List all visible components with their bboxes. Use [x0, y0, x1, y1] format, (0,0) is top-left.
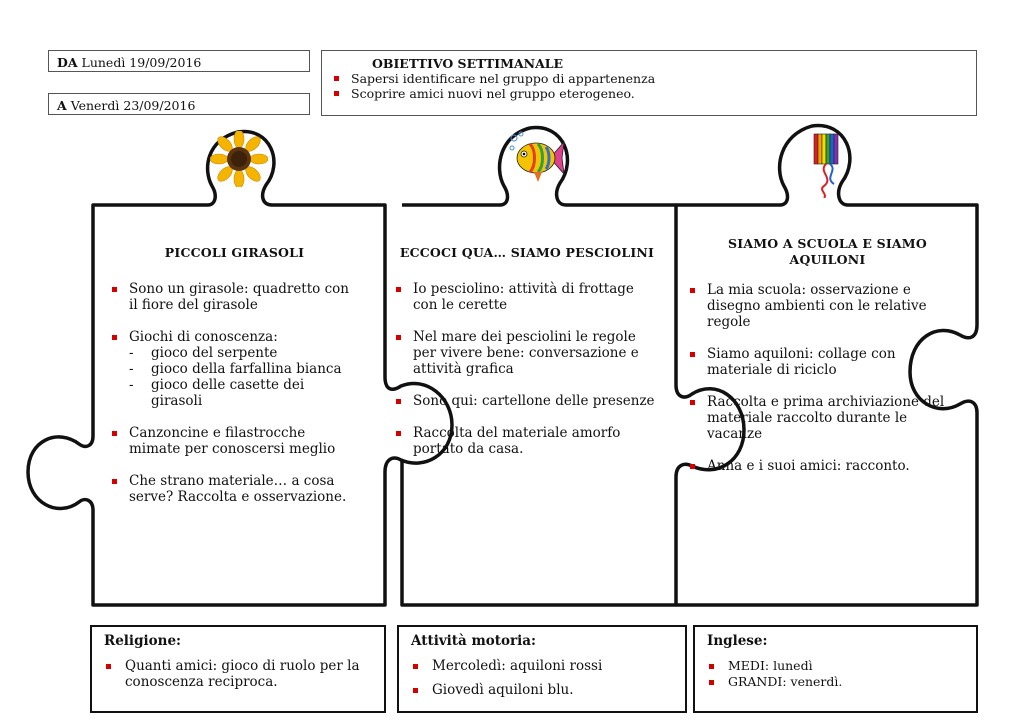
objective-item: Sapersi identificare nel gruppo di appartenenza — [332, 71, 966, 86]
piece-item: Giochi di conoscenza: - gioco del serpente - gioco della farfallina bianca - gioco delle casette dei girasoli — [112, 329, 357, 409]
kite-icon — [810, 132, 844, 198]
piece-title: PICCOLI GIRASOLI — [164, 245, 305, 260]
bullet-icon — [413, 664, 418, 669]
bullet-icon — [112, 431, 117, 436]
piece-item: Sono un girasole: quadretto con il fiore del girasole — [112, 281, 357, 313]
piece-item: Nel mare dei pesciolini le regole per vivere bene: conversazione e attività grafica — [396, 329, 658, 377]
bullet-icon — [396, 287, 401, 292]
piece-item: Raccolta e prima archiviazione del materiale raccolto durante le vacanze — [690, 394, 965, 442]
piece-item: Io pesciolino: attività di frottage con le cerette — [396, 281, 658, 313]
piece-item: Anna e i suoi amici: racconto. — [690, 458, 965, 474]
date-from-value: Lunedì 19/09/2016 — [81, 55, 202, 70]
sub-item: - gioco della farfallina bianca — [129, 361, 342, 377]
sub-item: - gioco del serpente — [129, 345, 278, 361]
box-title: Religione: — [104, 633, 182, 649]
bullet-icon — [690, 464, 695, 469]
piece-item: Che strano materiale… a cosa serve? Raccolta e osservazione. — [112, 473, 357, 505]
sub-list — [129, 345, 357, 409]
religione-box — [90, 625, 386, 713]
bullet-icon — [106, 664, 111, 669]
box-item: Giovedì aquiloni blu. — [411, 682, 673, 698]
bullet-icon — [112, 287, 117, 292]
date-from-label: DA — [57, 55, 78, 70]
sub-item: - gioco delle casette dei girasoli — [129, 377, 305, 409]
puzzle-piece-1 — [112, 245, 357, 521]
bullet-icon — [413, 688, 418, 693]
piece-item: Sono qui: cartellone delle presenze — [396, 393, 658, 409]
puzzle-piece-3 — [690, 236, 965, 490]
bullet-icon — [709, 664, 714, 669]
bullet-icon — [396, 431, 401, 436]
date-to-label: A — [57, 98, 67, 113]
box-title: Attività motoria: — [411, 633, 536, 649]
box-item: MEDI: lunedì — [707, 658, 964, 673]
sunflower-icon — [210, 131, 268, 187]
box-item: Mercoledì: aquiloni rossi — [411, 658, 673, 674]
inglese-box — [693, 625, 978, 713]
box-title: Inglese: — [707, 633, 768, 649]
piece-item: La mia scuola: osservazione e disegno ambienti con le relative regole — [690, 282, 965, 330]
objective-title: OBIETTIVO SETTIMANALE — [372, 56, 564, 71]
puzzle-piece-2 — [396, 245, 658, 473]
piece-item: Canzoncine e filastrocche mimate per conoscersi meglio — [112, 425, 357, 457]
piece-item: Siamo aquiloni: collage con materiale di riciclo — [690, 346, 965, 378]
attivita-motoria-box — [397, 625, 687, 713]
fish-icon — [508, 130, 566, 186]
bullet-icon — [396, 399, 401, 404]
bullet-icon — [709, 680, 714, 685]
box-item: Quanti amici: gioco di ruolo per la conoscenza reciproca. — [104, 658, 372, 690]
piece-title: SIAMO A SCUOLA E SIAMO AQUILONI — [728, 236, 927, 267]
piece-item: Raccolta del materiale amorfo portato da casa. — [396, 425, 658, 457]
bullet-icon — [112, 479, 117, 484]
bullet-icon — [396, 335, 401, 340]
box-item: GRANDI: venerdì. — [707, 674, 964, 689]
objective-item: Scoprire amici nuovi nel gruppo eterogeneo. — [332, 86, 966, 101]
bullet-icon — [690, 288, 695, 293]
piece-title: ECCOCI QUA… SIAMO PESCIOLINI — [399, 245, 655, 260]
bullet-icon — [112, 335, 117, 340]
date-to-value: Venerdì 23/09/2016 — [70, 98, 196, 113]
bullet-icon — [690, 352, 695, 357]
bullet-icon — [690, 400, 695, 405]
